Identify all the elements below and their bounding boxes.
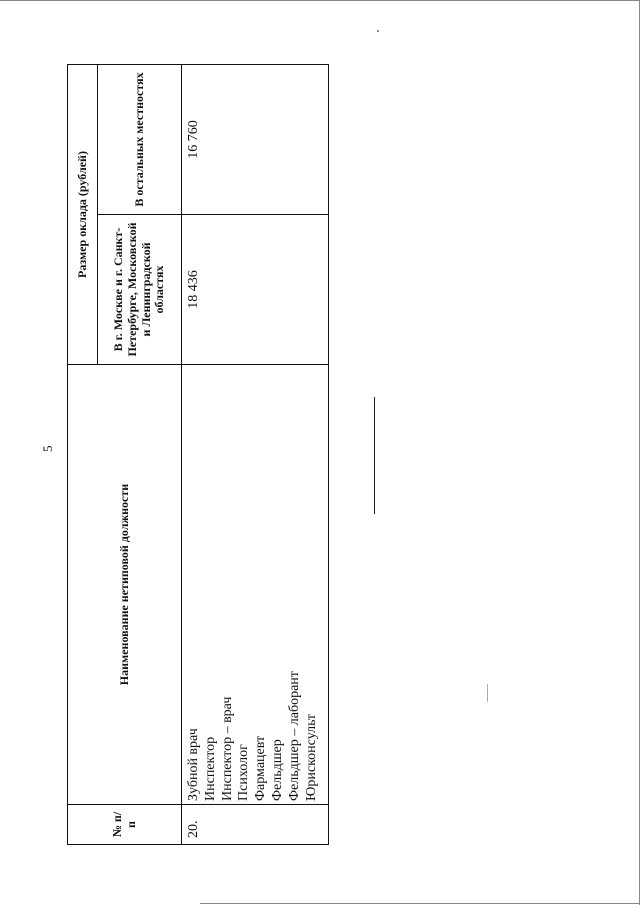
list-item: Фельдшер (269, 739, 285, 801)
header-row (68, 65, 98, 845)
salary-table (67, 64, 329, 845)
page-number: 5 (40, 445, 55, 452)
col-header-salary: Размер оклада (рублей) (68, 65, 98, 365)
col-header-number: № п/п (68, 805, 182, 845)
moscow-salary: 18 436 (182, 215, 329, 365)
list-item: Психолог (236, 744, 252, 801)
list-item: Инспектор (202, 736, 218, 801)
list-item: Фельдшер – лаборант (286, 671, 302, 801)
list-item: Юрисконсульт (303, 713, 319, 801)
salary-table-rotated (67, 65, 329, 845)
list-item: Фармацевт (253, 735, 269, 801)
col-header-other: В остальных местностях (98, 65, 182, 215)
page-bottom-edge (200, 903, 640, 904)
page-top-edge (0, 0, 640, 1)
separator-line (374, 397, 375, 514)
row-number: 20. (182, 805, 329, 845)
position-list (182, 365, 329, 805)
other-salary: 16 760 (182, 65, 329, 215)
speck (377, 30, 379, 32)
list-item: Зубной врач (186, 728, 201, 801)
table-row (182, 65, 329, 845)
col-header-moscow: В г. Москве и г. Санкт-Петербурге, Московской и Ленинградской областях (98, 215, 182, 365)
list-item: Инспектор – врач (219, 696, 235, 801)
col-header-position: Наименование нетиповой должности (68, 365, 182, 805)
speck (487, 684, 488, 702)
